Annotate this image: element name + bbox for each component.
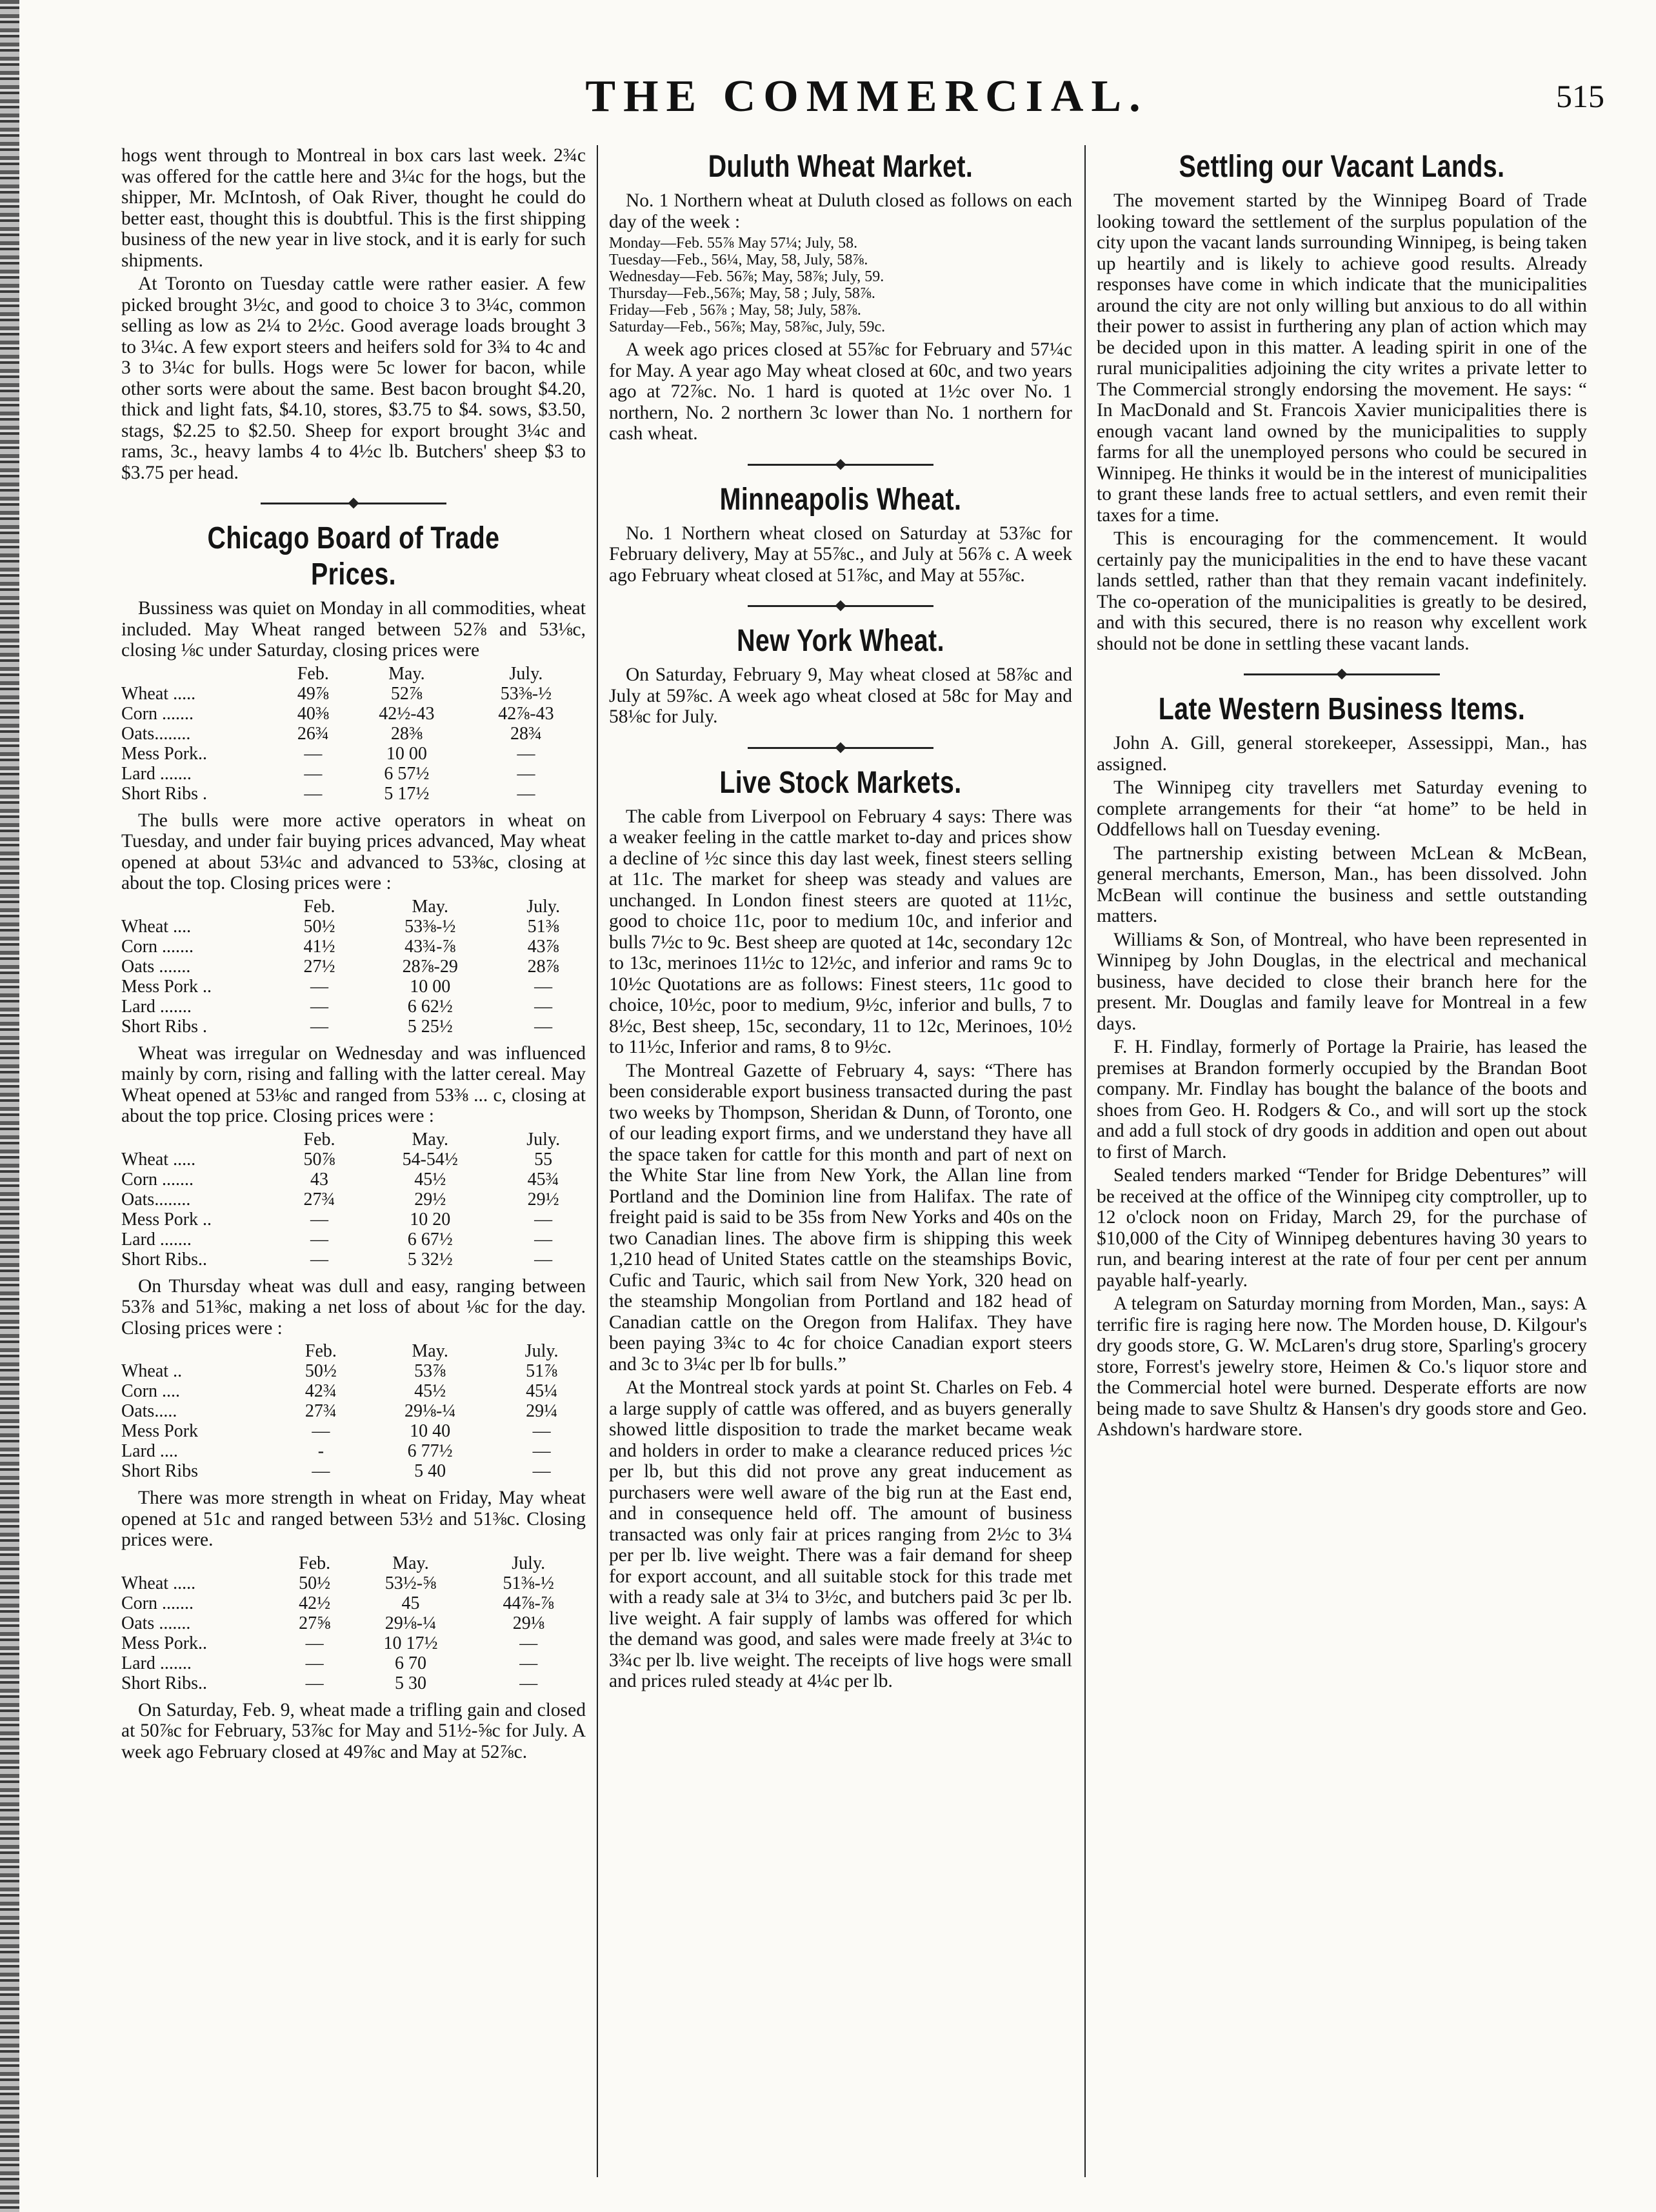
commodity-label: Lard .......	[121, 996, 192, 1017]
commodity-label: Wheat ..	[121, 1361, 183, 1381]
price-cell: —	[310, 976, 328, 997]
newyork-paragraph: On Saturday, February 9, May wheat closed at 58⅞c and July at 59⅞c. A week ago wheat closed at 58c for May and 58⅛c for July.	[609, 664, 1072, 727]
price-cell: 50½	[299, 1573, 331, 1593]
late-item-paragraph: A telegram on Saturday morning from Morden, Man., says: A terrific fire is raging here now. The Morden house, D. Kilgour's dry goods store, G. W. McLaren's drug store, Sparling's grocery store, Forrest's jewelry store, Heimen & Co.'s liquor store and the Commercial hotel were burned. Desperate efforts are now being made to save Shultz & Hansen's dry goods store and Geo. Ashdown's hardware store.	[1097, 1293, 1587, 1440]
price-table-header	[121, 897, 586, 917]
column-header: May.	[412, 896, 449, 917]
page-number: 515	[1556, 78, 1604, 114]
duluth-quote-line: Tuesday—Feb., 56¼, May, 58, July, 58⅞.	[609, 252, 868, 268]
commodity-label: Mess Pork	[121, 1421, 199, 1441]
table-row	[121, 1613, 586, 1633]
price-cell: 43¾-⅞	[404, 936, 456, 957]
duluth-quote-line: Monday—Feb. 55⅞ May 57¼; July, 58.	[609, 235, 858, 252]
chicago-saturday-paragraph: On Saturday, Feb. 9, wheat made a trifling gain and closed at 50⅞c for February, 53⅞c for May and 51½-⅝c for July. A week ago February closed at 49⅞c and May at 52⅞c.	[121, 1699, 586, 1762]
column-3	[1097, 145, 1587, 2177]
commodity-label: Mess Pork ..	[121, 1209, 212, 1230]
price-cell: 29¼	[526, 1401, 558, 1421]
commodity-label: Corn .......	[121, 703, 194, 724]
price-cell: 45¼	[526, 1381, 558, 1401]
price-table-header	[121, 664, 586, 684]
column-header	[121, 897, 279, 917]
table-row	[121, 1673, 586, 1693]
duluth-quote-line: Friday—Feb , 56⅞ ; May, 58; July, 58⅞.	[609, 302, 861, 319]
table-row	[121, 1461, 586, 1481]
table-row	[121, 684, 586, 704]
price-cell: —	[534, 1209, 553, 1230]
price-cell: —	[312, 1421, 330, 1441]
table-row	[121, 704, 586, 724]
chicago-heading: Chicago Board of Trade Prices.	[207, 521, 500, 592]
price-cell: 6 77½	[407, 1441, 453, 1461]
price-cell: 50⅞	[303, 1149, 335, 1170]
newyork-heading: New York Wheat.	[737, 624, 944, 658]
table-row	[121, 1150, 586, 1170]
column-header: Feb.	[297, 663, 329, 684]
price-cell: —	[517, 743, 535, 764]
price-cell: 6 62½	[407, 996, 453, 1017]
settling-paragraph: The movement started by the Winnipeg Board of Trade looking toward the settlement of the surplus population of the city upon the vacant lands surrounding Winnipeg, is being taken up heartily and is likely to achieve good results. Already responses have come in which indicate that the municipalities around the city are not only willing but anxious to do all within their power to assist in furthering any plan of action which may be decided upon in this matter. A leading spirit in one of the rural municipalities adjoining the city writes a private letter to The Commercial strongly endorsing the movement. He says: “ In MacDonald and St. Francois Xavier municipalities there is enough vacant land owned by the municipalities to supply farms for all the unemployed persons who could be secured in Winnipeg. He thinks it would be in the interest of municipalities to grant these lands free to actual settlers, and even remit their taxes for a time.	[1097, 190, 1587, 526]
price-cell: 29⅛-¼	[384, 1613, 437, 1633]
late-item-paragraph: F. H. Findlay, formerly of Portage la Prairie, has leased the premises at Brandon formerly occupied by the Brandan Boot company. Mr. Findlay has bought the balance of the boots and shoes from Geo. H. Rodgers & Co., and will sort up the stock and add a full stock of dry goods in addition and open out about to first of March.	[1097, 1037, 1587, 1162]
column-header: May.	[388, 663, 425, 684]
column-header: July.	[512, 1553, 546, 1573]
price-cell: 27¾	[304, 1401, 337, 1421]
table-row	[121, 1361, 586, 1381]
price-cell: 53⅜-½	[404, 916, 456, 937]
commodity-label: Lard .......	[121, 1229, 192, 1250]
duluth-quote-line: Wednesday—Feb. 56⅞; May, 58⅞; July, 59.	[609, 268, 884, 285]
duluth-quotes	[609, 235, 1072, 335]
table-row	[121, 1170, 586, 1190]
livestock-gazette-paragraph: The Montreal Gazette of February 4, says: “There has been considerable export business transacted during the past two weeks by Thompson, Sheridan & Dunn, of Toronto, one of our leading export firms, and we understand they have all the space taken for cattle for this month and part of next on the White Star line from New York, the Allan line from Portland and the Dominion line from Halifax. The rate of freight paid is said to be 35s from New Yorks and 40s on the two Canadian lines. The above firm is shipping this week 1,210 head of United States cattle on the steamships Bovic, Cufic and Tauric, which sail from New York, 320 head on the steamship Mongolian from Portland and 182 head of Canadian cattle on the Oregon from Halifax. They have been paying 3¾c to 4c for choice Canadian export steers and 3c to 3¼c per lb for bulls.”	[609, 1060, 1072, 1375]
table-row	[121, 744, 586, 764]
price-cell: —	[519, 1673, 538, 1693]
table-row	[121, 1250, 586, 1270]
duluth-quote-line: Thursday—Feb.,56⅞; May, 58 ; July, 58⅞.	[609, 285, 875, 302]
newspaper-title: THE COMMERCIAL.	[585, 72, 1148, 121]
commodity-label: Wheat .....	[121, 1149, 196, 1170]
late-items-heading: Late Western Business Items.	[1158, 692, 1526, 726]
price-cell: 53⅞	[414, 1361, 446, 1381]
commodity-label: Wheat ....	[121, 916, 192, 937]
chicago-monday-paragraph: Bussiness was quiet on Monday in all commodities, wheat included. May Wheat ranged between 52⅞ and 53⅛c, closing ⅛c under Saturday, closing prices were	[121, 598, 586, 661]
price-cell: —	[534, 976, 553, 997]
table-row	[121, 977, 586, 997]
price-cell: 10 00	[386, 743, 427, 764]
price-cell: —	[517, 783, 535, 804]
price-cell: 5 25½	[407, 1016, 453, 1037]
price-cell: 50½	[304, 1361, 337, 1381]
late-item-paragraph: John A. Gill, general storekeeper, Assessippi, Man., has assigned.	[1097, 733, 1587, 775]
column-header: Feb.	[303, 1129, 335, 1150]
column-header: May.	[412, 1341, 448, 1361]
price-cell: —	[517, 763, 535, 784]
table-row	[121, 1210, 586, 1230]
commodity-label: Mess Pork ..	[121, 976, 212, 997]
price-cell: —	[312, 1461, 330, 1481]
table-row	[121, 1653, 586, 1673]
price-cell: —	[310, 1249, 328, 1270]
price-cell: 42¾	[304, 1381, 337, 1401]
commodity-label: Lard ....	[121, 1441, 178, 1461]
column-rule-2	[1084, 145, 1086, 2177]
commodity-label: Wheat .....	[121, 1573, 196, 1593]
price-cell: 45½	[414, 1169, 446, 1190]
column-1	[121, 145, 586, 2177]
price-table-thursday	[121, 1341, 586, 1481]
late-item-paragraph: Williams & Son, of Montreal, who have been represented in Winnipeg by John Douglas, in the electrical and mechanical business, have decided to close their branch here for the present. Mr. Douglas and family leave for Montreal in a few days.	[1097, 929, 1587, 1034]
duluth-paragraph: A week ago prices closed at 55⅞c for February and 57¼c for May. A year ago May wheat closed at 60c, and two years ago at 72⅞c. No. 1 hard is quoted at 1½c over No. 1 northern, No. 2 northern 3c lower than No. 1 northern for cash wheat.	[609, 339, 1072, 444]
commodity-label: Oats........	[121, 723, 191, 744]
table-row	[121, 1441, 586, 1461]
commodity-label: Oats.....	[121, 1401, 177, 1421]
price-cell: 41½	[303, 936, 335, 957]
table-row	[121, 764, 586, 784]
settling-heading: Settling our Vacant Lands.	[1179, 150, 1505, 184]
table-row	[121, 1190, 586, 1210]
section-divider	[1097, 666, 1587, 683]
price-table-header	[121, 1130, 586, 1150]
price-cell: 10 17½	[383, 1633, 438, 1653]
price-cell: —	[310, 996, 328, 1017]
price-cell: 27⅝	[299, 1613, 331, 1633]
price-cell: 51⅜	[527, 916, 559, 937]
column-header: Feb.	[304, 1341, 337, 1361]
table-row	[121, 1401, 586, 1421]
price-cell: —	[532, 1441, 551, 1461]
article-continued-paragraph: hogs went through to Montreal in box cars last week. 2¾c was offered for the cattle here and 3¼c for the hogs, but the shipper, Mr. McIntosh, of Oak River, thought he could do better east, thought this is doubtful. This is the first shipping business of the new year in live stock, and it is early for such shipments.	[121, 145, 586, 271]
price-table-header	[121, 1341, 586, 1361]
table-row	[121, 1381, 586, 1401]
table-row	[121, 917, 586, 937]
chicago-friday-paragraph: There was more strength in wheat on Friday, May wheat opened at 51c and ranged between 53½ and 51⅜c. Closing prices were.	[121, 1488, 586, 1550]
price-cell: —	[305, 1633, 324, 1653]
column-header: Feb.	[299, 1553, 331, 1573]
commodity-label: Short Ribs .	[121, 1016, 208, 1037]
column-header: July.	[526, 896, 561, 917]
toronto-market-paragraph: At Toronto on Tuesday cattle were rather easier. A few picked brought 3½c, and good to choice 3 to 3¼c, common selling as low as 2¼ to 2½c. Good average loads brought 3 to 3¼c. A few export steers and heifers sold for 3¾ to 4c and 3 to 3¼c for bulls. Hogs were 5c lower for bacon, while other sorts were about the same. Best bacon brought $4.20, thick and light fats, $4.10, stores, $3.75 to $4. sows, $3.50, stags, $2.25 to $2.50. Sheep for export brought 3¼c and rams, 3c., heavy lambs 4 to 4½c lb. Butchers' sheep $3 to $3.75 per head.	[121, 274, 586, 483]
livestock-stockyards-paragraph: At the Montreal stock yards at point St. Charles on Feb. 4 a large supply of cattle was offered, and as buyers generally showed little disposition to trade the market became weak and holders in order to make a clearance reduced prices ½c per lb, but this did not prove any great inducement as purchasers were well aware of the big run at the East end, and in consequence held off. The amount of business transacted was only fair at prices ranging from 2½c to 3¼ per per lb. live weight. There was a fair demand for sheep for export account, and all suitable stock for this trade met with a ready sale at 3¼ to 3½c, and butchers paid 3c per lb. live weight. A fair supply of lambs was offered for which the demand was good, and sales were made freely at 3¼c to 3¾c per lb. live weight. The receipts of live hogs were small and prices ruled steady at 4¼c per lb.	[609, 1377, 1072, 1691]
price-cell: 26¾	[297, 723, 329, 744]
price-cell: 6 67½	[407, 1229, 453, 1250]
price-cell: 10 20	[410, 1209, 451, 1230]
price-cell: 45¾	[527, 1169, 559, 1190]
commodity-label: Short Ribs .	[121, 783, 208, 804]
late-item-paragraph: Sealed tenders marked “Tender for Bridge Debentures” will be received at the office of the Winnipeg city comptroller, up to 12 o'clock noon on Friday, March 29, for the purchase of $10,000 of the City of Winnipeg debentures having 30 years to run, and bearing interest at the rate of four per cent per annum payable half-yearly.	[1097, 1165, 1587, 1291]
price-cell: 45½	[414, 1381, 446, 1401]
commodity-label: Wheat .....	[121, 683, 196, 704]
table-row	[121, 724, 586, 744]
minneapolis-paragraph: No. 1 Northern wheat closed on Saturday at 53⅞c for February delivery, May at 55⅞c., and July at 56⅞ c. A week ago February wheat closed at 51⅞c, and May at 55⅞c.	[609, 523, 1072, 586]
price-cell: 6 57½	[384, 763, 430, 784]
price-cell: 29⅛-¼	[404, 1401, 456, 1421]
commodity-label: Oats .......	[121, 956, 191, 977]
table-row	[121, 997, 586, 1017]
section-divider	[609, 597, 1072, 614]
price-cell: 28⅞	[527, 956, 559, 977]
price-cell: 51⅞	[526, 1361, 558, 1381]
price-cell: 55	[534, 1149, 553, 1170]
commodity-label: Corn .......	[121, 936, 194, 957]
price-cell: 51⅜-½	[503, 1573, 554, 1593]
price-cell: 5 40	[414, 1461, 446, 1481]
duluth-quote-line: Saturday—Feb., 56⅞; May, 58⅞c, July, 59c.	[609, 319, 886, 335]
price-cell: 42½	[299, 1593, 331, 1613]
commodity-label: Corn ....	[121, 1381, 180, 1401]
price-cell: 29½	[527, 1189, 559, 1210]
price-cell: 43	[310, 1169, 328, 1190]
price-cell: —	[519, 1633, 538, 1653]
column-header: Feb.	[303, 896, 335, 917]
price-cell: —	[304, 783, 323, 804]
price-cell: 53⅜-½	[500, 683, 552, 704]
column-2	[609, 145, 1072, 2177]
commodity-label: Short Ribs..	[121, 1249, 208, 1270]
price-cell: 44⅞-⅞	[503, 1593, 554, 1613]
duluth-intro: No. 1 Northern wheat at Duluth closed as follows on each day of the week :	[609, 190, 1072, 232]
commodity-label: Oats........	[121, 1189, 191, 1210]
chicago-wednesday-paragraph: Wheat was irregular on Wednesday and was influenced mainly by corn, rising and falling with the latter cereal. May Wheat opened at 53⅛c and ranged from 53⅜ ... c, closing at about the top price. Closing prices were :	[121, 1042, 586, 1126]
table-row	[121, 1230, 586, 1250]
price-cell: 45	[401, 1593, 420, 1613]
price-cell: —	[534, 1016, 553, 1037]
section-divider	[609, 739, 1072, 756]
price-cell: —	[310, 1229, 328, 1250]
column-header: July.	[509, 663, 543, 684]
price-cell: 10 00	[410, 976, 451, 997]
price-cell: —	[534, 1249, 553, 1270]
price-cell: 43⅞	[527, 936, 559, 957]
price-cell: 5 30	[394, 1673, 426, 1693]
section-divider	[609, 456, 1072, 473]
price-cell: —	[305, 1653, 324, 1673]
column-header: July.	[524, 1341, 559, 1361]
price-cell: 28⅞-29	[402, 956, 458, 977]
livestock-heading: Live Stock Markets.	[719, 765, 962, 800]
price-cell: 50½	[303, 916, 335, 937]
late-item-paragraph: The Winnipeg city travellers met Saturday evening to complete arrangements for their “at home” to be held in Oddfellows hall on Tuesday evening.	[1097, 777, 1587, 840]
commodity-label: Short Ribs..	[121, 1673, 208, 1693]
commodity-label: Short Ribs	[121, 1461, 199, 1481]
price-cell: 6 70	[394, 1653, 426, 1673]
price-cell: 52⅞	[390, 683, 423, 704]
price-cell: 53½-⅝	[384, 1573, 437, 1593]
price-cell: 10 40	[410, 1421, 451, 1441]
table-row	[121, 957, 586, 977]
duluth-heading: Duluth Wheat Market.	[708, 150, 973, 184]
commodity-label: Oats .......	[121, 1613, 191, 1633]
price-cell: 40⅜	[297, 703, 329, 724]
price-cell: —	[304, 743, 323, 764]
commodity-label: Mess Pork..	[121, 743, 208, 764]
table-row	[121, 937, 586, 957]
price-cell: 42½-43	[379, 703, 435, 724]
price-cell: 42⅞-43	[498, 703, 554, 724]
settling-paragraph: This is encouraging for the commencement. It would certainly pay the municipalities in the end to have these vacant lands settled, rather than that they remain vacant indefinitely. The co-operation of the municipalities is greatly to be desired, and with this secured, there is no reason why excellent work should not be done in settling these vacant lands.	[1097, 528, 1587, 654]
chicago-thursday-paragraph: On Thursday wheat was dull and easy, ranging between 53⅞ and 51⅜c, making a net loss of about ⅛c for the day. Closing prices were :	[121, 1275, 586, 1339]
price-cell: —	[310, 1016, 328, 1037]
table-row	[121, 1421, 586, 1441]
price-cell: —	[305, 1673, 324, 1693]
price-cell: 27½	[303, 956, 335, 977]
price-cell: —	[304, 763, 323, 784]
livestock-liverpool-paragraph: The cable from Liverpool on February 4 says: There was a weaker feeling in the cattle market to-day and prices show a decline of ½c since this day last week, finest steers selling at 11c. The market for sheep was steady and values are unchanged. In London finest steers are quoted at 11½c, good to choice 11c, poor to medium 10c, and inferior and bulls 7½c to 9c. Best sheep are quoted at 14c, secondary 12c to 13c, merinoes 11½c to 12½c, and inferior and rams 9c to 10½c Quotations are as follows: Finest steers, 11c good to choice, 10½c, poor to medium, 9½c, inferior and bulls, 7 to 8½c, Best sheep, 15c, secondary, 11 to 12c, Merinoes, 10½ to 11½c, Inferior and rams, 8 to 9½c.	[609, 806, 1072, 1057]
price-cell: —	[519, 1653, 538, 1673]
price-cell: —	[532, 1421, 551, 1441]
table-row	[121, 1593, 586, 1613]
price-cell: 29½	[414, 1189, 446, 1210]
price-table-monday	[121, 664, 586, 804]
column-header	[121, 664, 279, 684]
price-cell: 54-54½	[402, 1149, 458, 1170]
table-row	[121, 784, 586, 804]
column-header: May.	[412, 1129, 449, 1150]
price-table-friday	[121, 1553, 586, 1693]
chicago-tuesday-paragraph: The bulls were more active operators in wheat on Tuesday, and under fair buying prices advanced, May wheat opened at about 53¼c and advanced to 53⅜c, closing at about the top. Closing prices were :	[121, 810, 586, 893]
price-cell: —	[534, 996, 553, 1017]
minneapolis-heading: Minneapolis Wheat.	[719, 482, 962, 517]
commodity-label: Lard .......	[121, 763, 192, 784]
table-row	[121, 1573, 586, 1593]
column-header: July.	[526, 1129, 561, 1150]
commodity-label: Lard .......	[121, 1653, 192, 1673]
late-item-paragraph: The partnership existing between McLean & McBean, general merchants, Emerson, Man., has been dissolved. John McBean will continue the business and settle outstanding matters.	[1097, 842, 1587, 926]
column-header	[121, 1341, 279, 1361]
price-cell: -	[317, 1441, 324, 1461]
column-rule-1	[597, 145, 598, 2177]
price-cell: 28¾	[510, 723, 542, 744]
price-table-tuesday	[121, 897, 586, 1037]
price-cell: 28⅜	[390, 723, 423, 744]
column-header	[121, 1130, 279, 1150]
price-cell: —	[310, 1209, 328, 1230]
price-cell: 5 32½	[407, 1249, 453, 1270]
commodity-label: Mess Pork..	[121, 1633, 208, 1653]
binding-edge	[0, 0, 19, 2212]
section-divider	[121, 495, 586, 512]
masthead	[116, 65, 1617, 123]
price-table-wednesday	[121, 1130, 586, 1270]
commodity-label: Corn .......	[121, 1593, 194, 1613]
price-cell: 27¾	[303, 1189, 335, 1210]
table-row	[121, 1633, 586, 1653]
price-cell: —	[534, 1229, 553, 1250]
price-cell: 5 17½	[384, 783, 430, 804]
column-header	[121, 1553, 279, 1573]
price-table-header	[121, 1553, 586, 1573]
column-header: May.	[392, 1553, 429, 1573]
table-row	[121, 1017, 586, 1037]
price-cell: 49⅞	[297, 683, 329, 704]
price-cell: 29⅛	[512, 1613, 544, 1633]
price-cell: —	[532, 1461, 551, 1481]
commodity-label: Corn .......	[121, 1169, 194, 1190]
